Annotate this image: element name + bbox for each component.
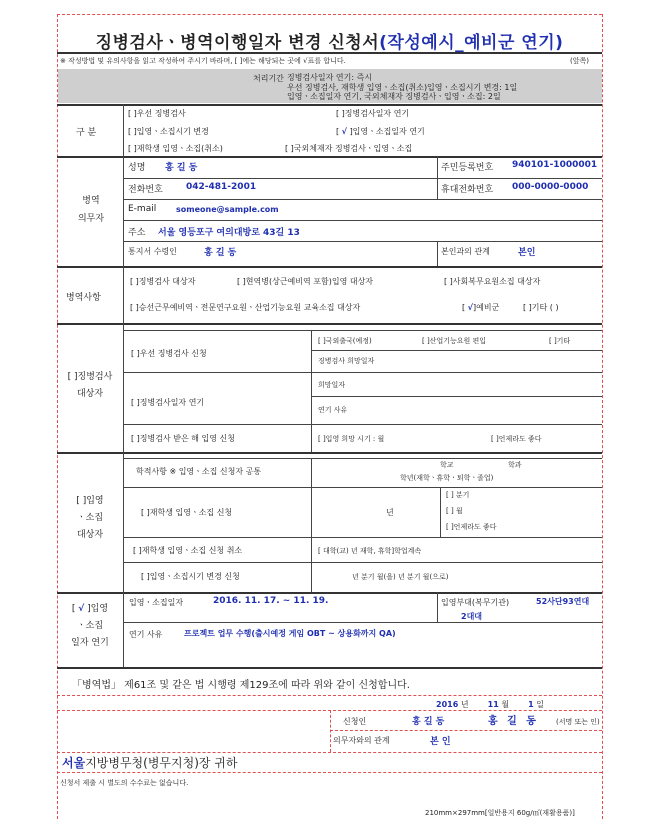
mobile-value[interactable]: 000-0000-0000 bbox=[512, 182, 589, 192]
person-top-border bbox=[57, 156, 602, 158]
exam-row-line-0 bbox=[123, 330, 602, 331]
notice-page: (앞쪽) bbox=[570, 57, 589, 65]
address-label: 주소 bbox=[128, 228, 146, 238]
declaration-top-border bbox=[57, 667, 602, 669]
applicant-relation-label: 의무자와의 관계 bbox=[333, 736, 390, 745]
exam-priority[interactable]: [ ]우선 징병검사 신청 bbox=[131, 349, 207, 358]
title-main: 징병검사ㆍ병역이행일자 변경 신청서 bbox=[95, 33, 380, 53]
exam-divider bbox=[123, 323, 124, 452]
enroll-row-line-1 bbox=[123, 487, 602, 488]
delay-reason-label: 연기 사유 bbox=[129, 630, 163, 639]
applicant-sign-note: (서명 또는 인) bbox=[556, 718, 600, 726]
military-option-exam[interactable]: [ ]징병검사 대상자 bbox=[130, 277, 196, 286]
delay-row-line bbox=[123, 622, 602, 623]
addressee: 서울지방병무청(병무지청)장 귀하 bbox=[62, 756, 238, 770]
exam-label: [ ]징병검사 대상자 bbox=[67, 372, 113, 399]
date-day: 1 bbox=[528, 700, 534, 709]
delay-unit-2[interactable]: 2대대 bbox=[461, 612, 483, 621]
enroll-change-detail: 년 분기 월(을) 년 분기 월(으로) bbox=[352, 573, 449, 581]
declaration-text: 「병역법」 제61조 및 같은 법 시행령 제129조에 따라 위와 같이 신청합니다. bbox=[72, 680, 410, 691]
application-date[interactable]: 2016 년 11 월 1 일 bbox=[436, 700, 545, 709]
category-divider bbox=[123, 104, 124, 156]
person-row-line-4 bbox=[123, 241, 602, 242]
applicant-row-line bbox=[330, 730, 602, 731]
exam-priority-other[interactable]: [ ]기타 bbox=[549, 337, 571, 345]
title-underline bbox=[57, 52, 602, 54]
category-option-exam-delay[interactable]: [ ]징병검사일자 연기 bbox=[336, 109, 410, 118]
military-option-other[interactable]: [ ]기타 ( ) bbox=[523, 303, 559, 312]
exam-col-line bbox=[311, 330, 312, 452]
military-top-border bbox=[57, 266, 602, 268]
notice-text: ※ 작성방법 및 유의사항을 읽고 작성하여 주시기 바라며, [ ]에는 해당되는 곳에 √표를 합니다. bbox=[60, 57, 346, 65]
date-year: 2016 bbox=[436, 700, 459, 709]
person-col-line-2 bbox=[437, 241, 438, 266]
enroll-school-name: 학교 bbox=[440, 461, 454, 469]
enroll-label: [ ]입영 ㆍ소집 대상자 bbox=[76, 496, 104, 540]
date-month: 11 bbox=[487, 700, 499, 709]
delay-unit-1[interactable]: 52사단93연대 bbox=[536, 597, 590, 606]
category-label: 구 분 bbox=[76, 128, 97, 138]
exam-hope-date: 징병검사 희망일자 bbox=[318, 357, 375, 365]
category-option-student[interactable]: [ ]재학생 입영ㆍ소집(취소) bbox=[128, 144, 223, 153]
mobile-label: 휴대전화번호 bbox=[441, 185, 494, 195]
military-option-active[interactable]: [ ]현역병(상근예비역 포함)입영 대상자 bbox=[237, 277, 374, 286]
exam-priority-industry[interactable]: [ ]산업기능요원 편입 bbox=[422, 337, 487, 345]
exam-top-border bbox=[57, 323, 602, 325]
applicant-name[interactable]: 홍 길 동 bbox=[412, 717, 445, 727]
exam-row-line-1 bbox=[311, 350, 602, 351]
delay-date-label: 입영ㆍ소집일자 bbox=[129, 598, 184, 607]
enroll-school-year: 학년(재학ㆍ휴학ㆍ퇴학ㆍ졸업) bbox=[400, 474, 494, 482]
enroll-cancel-detail: [ 대학(교) 년 재학, 휴학]학업계속 bbox=[318, 547, 422, 555]
applicant-signature[interactable]: 홍 길 동 bbox=[488, 716, 539, 727]
enroll-row-line-2 bbox=[123, 537, 602, 538]
frame-left bbox=[57, 14, 58, 819]
person-divider bbox=[123, 156, 124, 266]
relation-value[interactable]: 본인 bbox=[518, 248, 536, 258]
applicant-col-line bbox=[330, 710, 331, 752]
exam-priority-abroad[interactable]: [ ]국외출국(예정) bbox=[318, 337, 372, 345]
person-row-line-1 bbox=[123, 178, 602, 179]
processing-line-3: 입영ㆍ소집일자 연기, 국외체재자 징병검사ㆍ입영ㆍ소집: 2일 bbox=[287, 92, 501, 101]
military-option-special[interactable]: [ ]승선근무예비역ㆍ전문연구요원ㆍ산업기능요원 교육소집 대상자 bbox=[130, 303, 361, 312]
exam-received[interactable]: [ ]징병검사 받은 해 입영 신청 bbox=[131, 434, 235, 443]
processing-lines bbox=[287, 73, 517, 102]
frame-right bbox=[602, 14, 603, 819]
name-label: 성명 bbox=[128, 163, 146, 173]
enroll-row-line-3 bbox=[123, 562, 602, 563]
name-value[interactable]: 홍 길 동 bbox=[165, 163, 198, 173]
person-section-label: 병역 의무자 bbox=[77, 196, 105, 224]
applicant-label: 신청인 bbox=[343, 717, 367, 726]
exam-delay[interactable]: [ ]징병검사일자 연기 bbox=[131, 398, 205, 407]
enroll-change[interactable]: [ ]입영ㆍ소집시기 변경 신청 bbox=[141, 572, 240, 581]
delay-date-value[interactable]: 2016. 11. 17. ~ 11. 19. bbox=[213, 596, 329, 606]
phone-label: 전화번호 bbox=[128, 185, 163, 195]
address-value[interactable]: 서울 영등포구 여의대방로 43길 13 bbox=[158, 228, 300, 238]
footer-line-top bbox=[57, 772, 602, 773]
military-label: 병역사항 bbox=[66, 293, 101, 303]
enroll-school-major: 학과 bbox=[508, 461, 522, 469]
enroll-student-any[interactable]: [ ]언제라도 좋다 bbox=[446, 523, 497, 531]
enroll-row-line-0 bbox=[123, 458, 602, 459]
military-option-social[interactable]: [ ]사회복무요원소집 대상자 bbox=[444, 277, 541, 286]
paper-spec: 210mm×297mm[일반용지 60g/㎡(재활용품)] bbox=[425, 809, 575, 817]
exam-delay-hope: 희망일자 bbox=[318, 381, 346, 389]
footer-note: 신청서 제출 시 별도의 수수료는 없습니다. bbox=[60, 779, 189, 787]
category-option-priority-exam[interactable]: [ ]우선 징병검사 bbox=[128, 109, 186, 118]
delay-reason-value[interactable]: 프로젝트 업무 수행(출시예정 게임 OBT ~ 상용화까지 QA) bbox=[184, 629, 396, 638]
email-value[interactable]: someone@sample.com bbox=[176, 205, 279, 214]
relation-label: 본인과의 관계 bbox=[441, 247, 490, 256]
exam-row-line-2 bbox=[123, 372, 602, 373]
enroll-student-year: 년 bbox=[386, 508, 394, 517]
title-suffix: (작성예시_예비군 연기) bbox=[379, 33, 564, 53]
enroll-student-quarter[interactable]: [ ] 분기 bbox=[446, 491, 470, 499]
recipient-label: 통지서 수령인 bbox=[128, 247, 177, 256]
category-top-border bbox=[57, 104, 602, 106]
processing-line-1: 징병검사일자 연기: 즉시 bbox=[287, 73, 373, 82]
exam-row-line-3 bbox=[311, 396, 602, 397]
category-option-period-change[interactable]: [ ]입영ㆍ소집시기 변경 bbox=[128, 127, 209, 136]
exam-received-any[interactable]: [ ]언제라도 좋다 bbox=[491, 435, 542, 443]
frame-top bbox=[57, 14, 602, 15]
exam-delay-reason: 연기 사유 bbox=[318, 406, 348, 414]
addressee-line-top bbox=[57, 752, 602, 753]
applicant-relation[interactable]: 본 인 bbox=[430, 737, 451, 747]
exam-received-hope[interactable]: [ ]입영 희망 시기 : 월 bbox=[318, 435, 385, 443]
enroll-student-month[interactable]: [ ] 월 bbox=[446, 507, 463, 515]
rrn-label: 주민등록번호 bbox=[441, 163, 494, 173]
enroll-cancel[interactable]: [ ]재학생 입영ㆍ소집 신청 취소 bbox=[133, 546, 243, 555]
enroll-school-label: 학적사항 ※ 입영ㆍ소집 신청자 공통 bbox=[136, 467, 262, 476]
enroll-col-line-2 bbox=[440, 487, 441, 537]
enroll-divider bbox=[123, 452, 124, 592]
page-title bbox=[57, 28, 602, 53]
delay-divider bbox=[123, 592, 124, 667]
delay-top-border bbox=[57, 592, 602, 594]
enroll-student[interactable]: [ ]재학생 입영ㆍ소집 신청 bbox=[141, 508, 233, 517]
rrn-value[interactable]: 940101-1000001 bbox=[512, 160, 598, 170]
enroll-col-line bbox=[311, 458, 312, 592]
person-row-line-2 bbox=[123, 199, 602, 200]
processing-label: 처리기간 bbox=[253, 74, 284, 83]
email-label: E-mail bbox=[128, 204, 157, 214]
enroll-top-border bbox=[57, 452, 602, 454]
exam-row-line-4 bbox=[123, 424, 602, 425]
person-col-line-1 bbox=[437, 156, 438, 199]
military-option-reserve[interactable]: [ √]예비군 bbox=[462, 303, 500, 312]
phone-value[interactable]: 042-481-2001 bbox=[186, 182, 257, 192]
addressee-office[interactable]: 서울 bbox=[62, 756, 86, 770]
person-row-line-3 bbox=[123, 220, 602, 221]
delay-unit-label: 입영부대(복무기관) bbox=[441, 598, 510, 607]
category-option-abroad[interactable]: [ ]국외체재자 징병검사ㆍ입영ㆍ소집 bbox=[285, 144, 413, 153]
delay-label: [ √ ]입영 ㆍ소집 일자 연기 bbox=[71, 604, 109, 648]
date-line-top bbox=[57, 695, 602, 696]
recipient-value[interactable]: 홍 길 동 bbox=[204, 248, 237, 258]
military-divider bbox=[123, 266, 124, 323]
category-option-date-delay[interactable]: [ √ ]입영ㆍ소집일자 연기 bbox=[336, 127, 425, 136]
delay-col-line bbox=[437, 592, 438, 622]
processing-line-2: 우선 징병검사, 재학생 입영ㆍ소집(취소)입영ㆍ소집시기 변경: 1일 bbox=[287, 82, 518, 92]
